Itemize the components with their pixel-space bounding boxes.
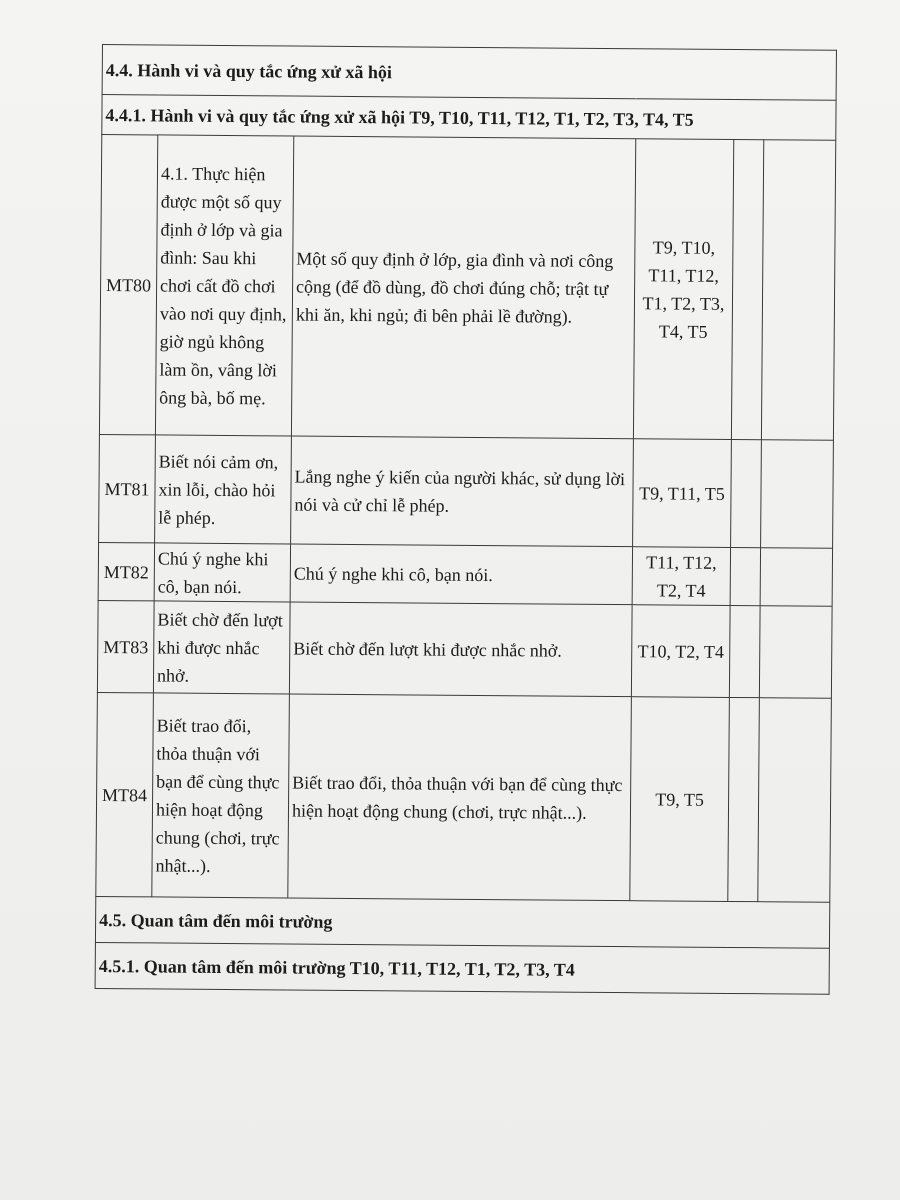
content-text: Chú ý nghe khi cô, bạn nói. <box>290 544 632 605</box>
curriculum-table <box>95 44 837 995</box>
blank-cell <box>731 139 763 439</box>
table-row <box>96 692 832 902</box>
blank-cell <box>731 439 762 547</box>
table-row <box>99 434 834 548</box>
blank-cell <box>759 606 832 699</box>
time-months: T10, T2, T4 <box>631 605 730 698</box>
section-title-4-4-1: 4.4.1. Hành vi và quy tắc ứng xử xã hội T9, T10, T11, T12, T1, T2, T3, T4, T5 <box>102 95 836 141</box>
content-text: Lắng nghe ý kiến của người khác, sử dụng lời nói và cử chỉ lễ phép. <box>291 436 634 547</box>
blank-cell <box>758 698 832 903</box>
section-title-4-5: 4.5. Quan tâm đến môi trường <box>95 896 829 948</box>
blank-cell <box>730 547 760 605</box>
blank-cell <box>761 440 834 549</box>
table-row <box>98 542 832 606</box>
content-text: Biết chờ đến lượt khi được nhắc nhở. <box>289 602 632 697</box>
section-row-4-5 <box>95 896 829 948</box>
blank-cell <box>760 548 832 607</box>
goal-text: Chú ý nghe khi cô, bạn nói. <box>154 543 290 602</box>
goal-code: MT80 <box>99 135 157 435</box>
goal-code: MT82 <box>98 542 154 600</box>
section-row-4-5-1 <box>95 942 829 994</box>
section-row-4-4 <box>102 45 836 101</box>
time-months: T9, T5 <box>630 697 730 902</box>
blank-cell <box>728 697 760 901</box>
goal-text: 4.1. Thực hiện được một số quy định ở lớp và gia đình: Sau khi chơi cất đồ chơi vào nơi quy định, giờ ngủ không làm ồn, vâng lời ông bà, bố mẹ. <box>155 135 293 436</box>
goal-text: Biết nói cảm ơn, xin lỗi, chào hỏi lễ phép. <box>155 435 292 544</box>
table-row <box>99 135 835 441</box>
blank-cell <box>729 605 760 697</box>
goal-text: Biết trao đổi, thỏa thuận với bạn để cùng thực hiện hoạt động chung (chơi, trực nhật...). <box>152 693 290 898</box>
content-text: Một số quy định ở lớp, gia đình và nơi công cộng (để đồ dùng, đồ chơi đúng chỗ; trật tự khi ăn, khi ngủ; đi bên phải lề đường). <box>291 136 635 439</box>
section-title-4-4: 4.4. Hành vi và quy tắc ứng xử xã hội <box>102 45 836 101</box>
time-months: T9, T11, T5 <box>633 439 732 548</box>
section-row-4-4-1 <box>102 95 836 141</box>
time-months: T9, T10, T11, T12, T1, T2, T3, T4, T5 <box>633 139 733 440</box>
goal-text: Biết chờ đến lượt khi được nhắc nhở. <box>153 601 290 694</box>
table-row <box>97 600 832 698</box>
content-text: Biết trao đổi, thỏa thuận với bạn để cùng thực hiện hoạt động chung (chơi, trực nhật...). <box>288 694 632 901</box>
goal-code: MT83 <box>97 600 154 692</box>
section-title-4-5-1: 4.5.1. Quan tâm đến môi trường T10, T11, T12, T1, T2, T3, T4 <box>95 942 829 994</box>
goal-code: MT84 <box>96 692 154 896</box>
blank-cell <box>761 140 835 441</box>
time-months: T11, T12, T2, T4 <box>632 547 730 606</box>
goal-code: MT81 <box>99 434 156 542</box>
